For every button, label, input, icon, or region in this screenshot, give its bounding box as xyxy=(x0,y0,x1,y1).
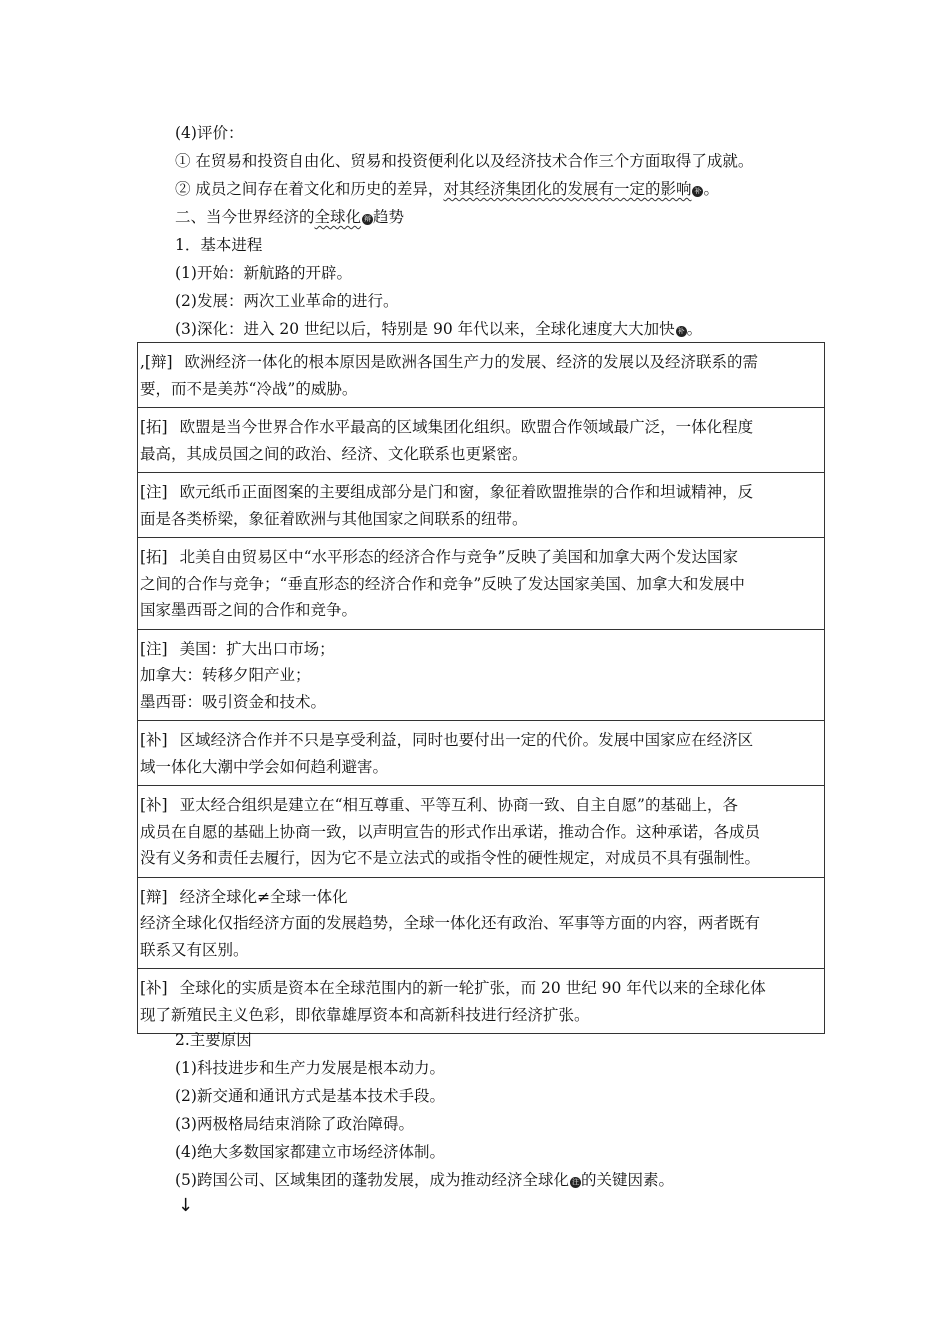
note-box xyxy=(138,473,824,538)
notes-table xyxy=(137,342,825,1034)
note-text: 域一体化大潮中学会如何趋利避害。 xyxy=(140,757,389,776)
eval-point-2 xyxy=(175,177,719,201)
wavy-underlined-text: 全球化 xyxy=(314,208,362,226)
eval-point-1: ① 在贸易和投资自由化、贸易和投资便利化以及经济技术合作三个方面取得了成就。 xyxy=(175,152,754,170)
note-line xyxy=(140,792,822,819)
note-box xyxy=(138,408,824,473)
wavy-underlined-text: 对其经济集团化的发展有一定的影响 xyxy=(443,180,692,198)
note-line xyxy=(140,376,822,403)
note-text: 墨西哥：吸引资金和技术。 xyxy=(140,692,327,711)
note-marker-icon: 补 xyxy=(677,327,685,335)
note-tag: [辩] xyxy=(140,887,168,906)
note-marker-icon: 注 xyxy=(571,1178,579,1186)
note-line xyxy=(140,414,822,441)
text: 。 xyxy=(703,180,719,198)
note-text: 区域经济合作并不只是享受利益，同时也要付出一定的代价。发展中国家应在经济区 xyxy=(179,731,754,749)
reason-4: (4)绝大多数国家都建立市场经济体制。 xyxy=(175,1143,445,1161)
note-tag: [注] xyxy=(140,483,168,501)
note-text: 亚太经合组织是建立在“相互尊重、平等互利、协商一致、自主自愿”的基础上，各 xyxy=(179,796,738,814)
note-line xyxy=(140,937,822,964)
text: ② 成员之间存在着文化和历史的差异， xyxy=(175,180,444,198)
note-tag: ,[辩] xyxy=(140,353,173,371)
note-text: 北美自由贸易区中“水平形态的经济合作与竞争”反映了美国和加拿大两个发达国家 xyxy=(179,548,738,566)
note-box xyxy=(138,343,824,408)
process-start: (1)开始：新航路的开辟。 xyxy=(175,264,352,282)
note-box xyxy=(138,630,824,722)
note-text: 之间的合作与竞争；“垂直形态的经济合作和竞争”反映了发达国家美国、加拿大和发展中 xyxy=(140,574,745,593)
text: 趋势 xyxy=(373,208,405,226)
note-text: 经济全球化≠全球一体化 xyxy=(179,887,348,906)
text: (5)跨国公司、区域集团的蓬勃发展，成为推动经济全球化 xyxy=(175,1171,569,1189)
note-text: 面是各类桥梁，象征着欧洲与其他国家之间联系的纽带。 xyxy=(140,509,528,528)
note-text: 现了新殖民主义色彩，即依靠雄厚资本和高新科技进行经济扩张。 xyxy=(140,1005,590,1024)
note-tag: [拓] xyxy=(140,418,168,436)
note-text: 没有义务和责任去履行，因为它不是立法式的或指令性的硬性规定，对成员不具有强制性。 xyxy=(140,849,761,867)
note-line xyxy=(140,754,822,781)
note-line xyxy=(140,727,822,754)
note-text: 加拿大：转移夕阳产业； xyxy=(140,666,311,684)
subheading-main-reasons: 2.主要原因 xyxy=(175,1031,252,1049)
note-line xyxy=(140,571,822,598)
text: (3)深化：进入 20 世纪以后，特别是 90 年代以来，全球化速度大大加快 xyxy=(175,320,675,338)
note-box xyxy=(138,538,824,630)
note-line xyxy=(140,544,822,571)
note-line xyxy=(140,479,822,506)
reason-3: (3)两极格局结束消除了政治障碍。 xyxy=(175,1115,414,1133)
text: 二、当今世界经济的 xyxy=(175,208,315,226)
note-text: 欧盟是当今世界合作水平最高的区域集团化组织。欧盟合作领域最广泛，一体化程度 xyxy=(179,418,754,436)
note-tag: [补] xyxy=(140,796,168,814)
note-line xyxy=(140,441,822,468)
note-line xyxy=(140,597,822,624)
note-line xyxy=(140,910,822,937)
reason-1: (1)科技进步和生产力发展是根本动力。 xyxy=(175,1059,445,1077)
note-tag: [补] xyxy=(140,731,168,749)
down-arrow-icon: ↓ xyxy=(178,1195,194,1216)
reason-5 xyxy=(175,1168,674,1192)
note-text: 国家墨西哥之间的合作和竞争。 xyxy=(140,601,358,619)
subheading-basic-process: 1．基本进程 xyxy=(175,236,263,254)
note-text: 欧洲经济一体化的根本原因是欧洲各国生产力的发展、经济的发展以及经济联系的需 xyxy=(184,353,759,371)
reason-2: (2)新交通和通讯方式是基本技术手段。 xyxy=(175,1087,445,1105)
note-tag: [注] xyxy=(140,639,168,658)
section-heading xyxy=(175,205,404,229)
note-line xyxy=(140,689,822,716)
note-line xyxy=(140,349,822,376)
text: 。 xyxy=(686,320,703,338)
process-development: (2)发展：两次工业革命的进行。 xyxy=(175,292,399,310)
note-text: 全球化的实质是资本在全球范围内的新一轮扩张，而 20 世纪 90 年代以来的全球化体 xyxy=(179,979,766,997)
note-text: 联系又有区别。 xyxy=(140,940,249,959)
note-tag: [补] xyxy=(140,979,168,997)
note-text: 经济全球化仅指经济方面的发展趋势，全球一体化还有政治、军事等方面的内容，两者既有 xyxy=(140,914,761,932)
note-line xyxy=(140,975,822,1002)
note-marker-icon: 辩 xyxy=(364,215,372,223)
note-line xyxy=(140,845,822,872)
note-text: 欧元纸币正面图案的主要组成部分是门和窗，象征着欧盟推崇的合作和坦诚精神，反 xyxy=(179,483,754,501)
note-line xyxy=(140,662,822,689)
note-line xyxy=(140,819,822,846)
note-line xyxy=(140,506,822,533)
note-text: 美国：扩大出口市场； xyxy=(179,639,335,658)
note-line xyxy=(140,884,822,911)
process-deepening xyxy=(175,317,702,341)
note-line xyxy=(140,1002,822,1029)
note-text: 要，而不是美苏“冷战”的威胁。 xyxy=(140,379,358,398)
note-text: 最高，其成员国之间的政治、经济、文化联系也更紧密。 xyxy=(140,444,528,463)
eval-heading: (4)评价： xyxy=(175,124,244,142)
note-line xyxy=(140,636,822,663)
note-tag: [拓] xyxy=(140,548,168,566)
note-text: 成员在自愿的基础上协商一致，以声明宣告的形式作出承诺，推动合作。这种承诺，各成员 xyxy=(140,822,761,841)
note-box xyxy=(138,786,824,878)
note-box xyxy=(138,969,824,1034)
note-box xyxy=(138,721,824,786)
note-marker-icon: 补 xyxy=(694,187,702,195)
note-box xyxy=(138,878,824,970)
text: 的关键因素。 xyxy=(580,1171,674,1189)
